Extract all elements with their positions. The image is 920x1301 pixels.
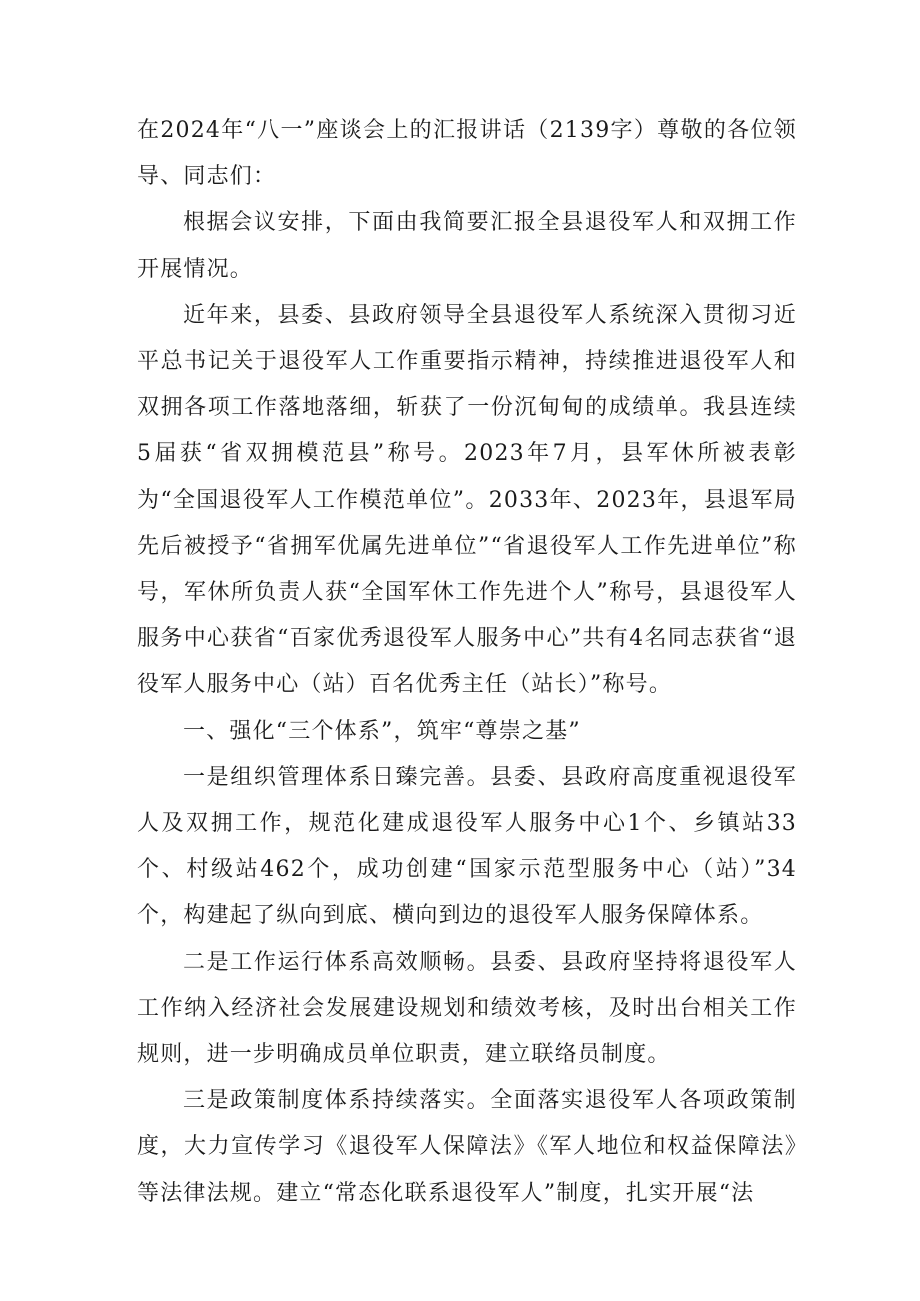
paragraph-achievements: 近年来，县委、县政府领导全县退役军人系统深入贯彻习近平总书记关于退役军人工作重要指示精神，持续推进退役军人和双拥各项工作落地落细，斩获了一份沉甸甸的成绩单。我县连续5届获“省双拥模范县”称号。2023年7月，县军休所被表彰为“全国退役军人工作模范单位”。2033年、2023年，县退军局先后被授予“省拥军优属先进单位”“省退役军人工作先进单位”称号，军休所负责人获“全国军休工作先进个人”称号，县退役军人服务中心获省“百家优秀退役军人服务中心”共有4名同志获省“退役军人服务中心（站）百名优秀主任（站长）”称号。: [137, 302, 797, 698]
item-policy: 三是政策制度体系持续落实。全面落实退役军人各项政策制度，大力宣传学习《退役军人保障法》《军人地位和权益保障法》等法律法规。建立“常态化联系退役军人”制度，扎实开展“法: [137, 1088, 797, 1206]
item-operation: 二是工作运行体系高效顺畅。县委、县政府坚持将退役军人工作纳入经济社会发展建设规划和绩效考核，及时出台相关工作规则，进一步明确成员单位职责，建立联络员制度。: [137, 949, 797, 1068]
item-organization: 一是组织管理体系日臻完善。县委、县政府高度重视退役军人及双拥工作，规范化建成退役军人服务中心1个、乡镇站33个、村级站462个，成功创建“国家示范型服务中心（站）”34个，构建起了纵向到底、横向到边的退役军人服务保障体系。: [137, 764, 797, 929]
paragraph-intro: 根据会议安排，下面由我简要汇报全县退役军人和双拥工作开展情况。: [137, 210, 797, 282]
document-body: [137, 108, 797, 1217]
document-title-line: 在2024年“八一”座谈会上的汇报讲话（2139字）尊敬的各位领导、同志们：: [137, 118, 797, 190]
section-heading: 一、强化“三个体系”，筑牢“尊崇之基”: [183, 718, 581, 744]
